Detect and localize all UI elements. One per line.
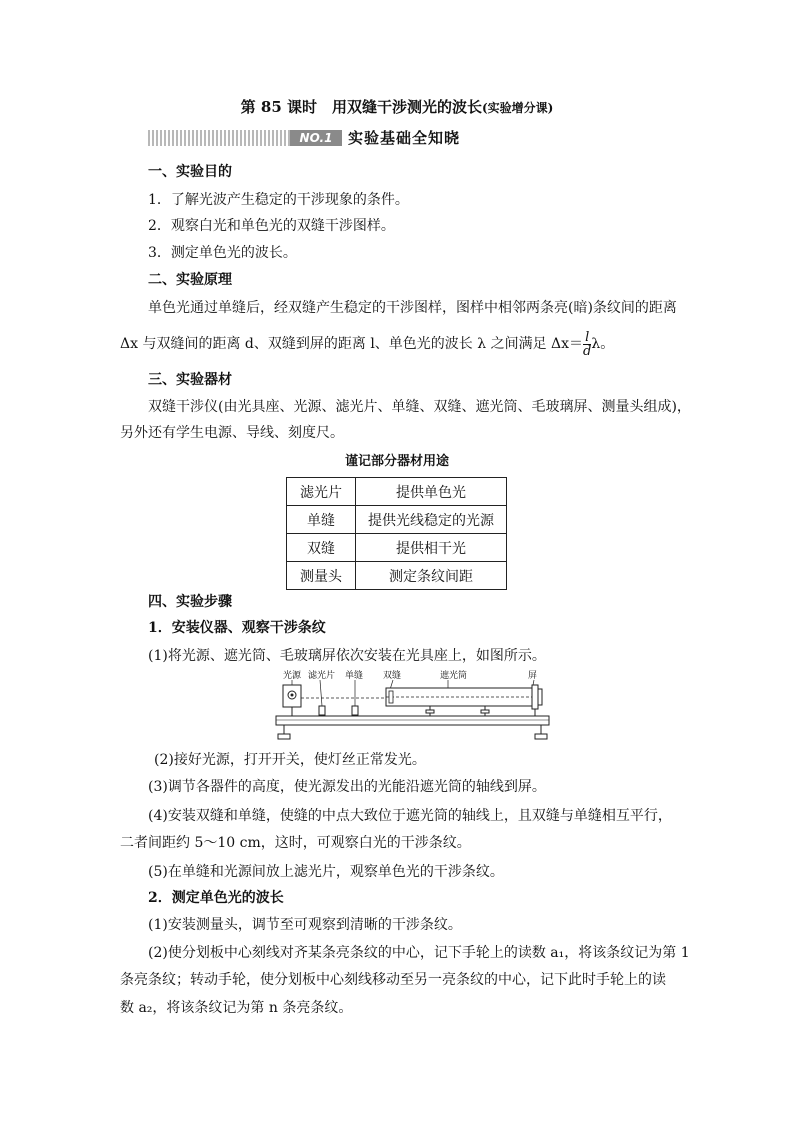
- heading-purpose: 一、实验目的: [148, 164, 232, 180]
- table-cell-item: 滤光片: [287, 478, 356, 506]
- table-cell-item: 单缝: [287, 506, 356, 534]
- label-double-slit: 双缝: [383, 671, 402, 681]
- fraction-numerator: l: [583, 331, 591, 345]
- section-bar: [148, 128, 461, 148]
- title-main: 第 85 课时 用双缝干涉测光的波长: [240, 98, 482, 116]
- filter-holder: [319, 706, 325, 715]
- step-paragraph: (5)在单缝和光源间放上滤光片，观察单色光的干涉条纹。: [148, 864, 504, 880]
- table-row: [287, 506, 507, 534]
- steps-sub1: 1．安装仪器、观察干涉条纹: [148, 620, 326, 636]
- formula-tail: λ。: [591, 336, 615, 352]
- steps-sub2: 2．测定单色光的波长: [148, 890, 284, 906]
- screen-holder: [532, 685, 538, 709]
- heading-steps: 四、实验步骤: [148, 594, 232, 610]
- section-tag: NO.1: [290, 130, 342, 146]
- table-cell-use: 测定条纹间距: [356, 562, 507, 590]
- label-filter: 滤光片: [308, 671, 336, 681]
- title-sub: (实验增分课): [481, 101, 554, 115]
- step-paragraph: 二者间距约 5～10 cm，这时，可观察白光的干涉条纹。: [120, 835, 471, 851]
- heading-equipment: 三、实验器材: [148, 372, 232, 388]
- equipment-line: 双缝干涉仪(由光具座、光源、滤光片、单缝、双缝、遮光筒、毛玻璃屏、测量头组成)，: [148, 399, 691, 415]
- equipment-table: [286, 477, 507, 590]
- step-paragraph: (1)安装测量头，调节至可观察到清晰的干涉条纹。: [148, 917, 462, 933]
- principle-formula-line: [120, 329, 614, 359]
- step-paragraph: (1)将光源、遮光筒、毛玻璃屏依次安装在光具座上，如图所示。: [148, 648, 546, 664]
- equipment-line: 另外还有学生电源、导线、刻度尺。: [120, 425, 344, 441]
- table-row: [287, 478, 507, 506]
- table-cell-item: 双缝: [287, 534, 356, 562]
- step-paragraph: (2)使分划板中心刻线对齐某条亮条纹的中心，记下手轮上的读数 a₁，将该条纹记为第 1: [148, 945, 690, 961]
- purpose-item: 2．观察白光和单色光的双缝干涉图样。: [148, 218, 395, 234]
- label-single-slit: 单缝: [345, 671, 364, 681]
- table-cell-use: 提供相干光: [356, 534, 507, 562]
- apparatus-diagram: [270, 668, 560, 746]
- optical-bench-rail: [276, 716, 549, 725]
- page-title: [0, 96, 794, 117]
- formula-text: Δx 与双缝间的距离 d、双缝到屏的距离 l、单色光的波长 λ 之间满足 Δx＝: [120, 336, 584, 352]
- label-tube: 遮光筒: [440, 671, 468, 681]
- purpose-item: 3．测定单色光的波长。: [148, 245, 297, 261]
- single-slit-holder: [352, 706, 358, 715]
- fraction-denominator: d: [583, 343, 592, 359]
- table-row: [287, 534, 507, 562]
- step-paragraph: 数 a₂，将该条纹记为第 n 条亮条纹。: [120, 1000, 353, 1016]
- step-paragraph: (4)安装双缝和单缝，使缝的中点大致位于遮光筒的轴线上，且双缝与单缝相互平行，: [148, 808, 672, 824]
- step-paragraph: 条亮条纹；转动手轮，使分划板中心刻线移动至另一亮条纹的中心，记下此时手轮上的读: [120, 972, 666, 988]
- table-row: [287, 562, 507, 590]
- heading-principle: 二、实验原理: [148, 272, 232, 288]
- table-cell-use: 提供光线稳定的光源: [356, 506, 507, 534]
- label-light-source: 光源: [283, 671, 302, 681]
- principle-line: 单色光通过单缝后，经双缝产生稳定的干涉图样，图样中相邻两条亮(暗)条纹间的距离: [148, 300, 677, 316]
- purpose-item: 1．了解光波产生稳定的干涉现象的条件。: [148, 192, 409, 208]
- table-cell-item: 测量头: [287, 562, 356, 590]
- table-cell-use: 提供单色光: [356, 478, 507, 506]
- step-paragraph: (3)调节各器件的高度，使光源发出的光能沿遮光筒的轴线到屏。: [148, 779, 546, 795]
- label-screen: 屏: [528, 671, 538, 681]
- step-paragraph: (2)接好光源，打开开关，使灯丝正常发光。: [154, 752, 426, 768]
- table-title: 谨记部分器材用途: [344, 454, 449, 469]
- section-title: 实验基础全知晓: [348, 129, 461, 147]
- stripe-decoration: [148, 130, 290, 146]
